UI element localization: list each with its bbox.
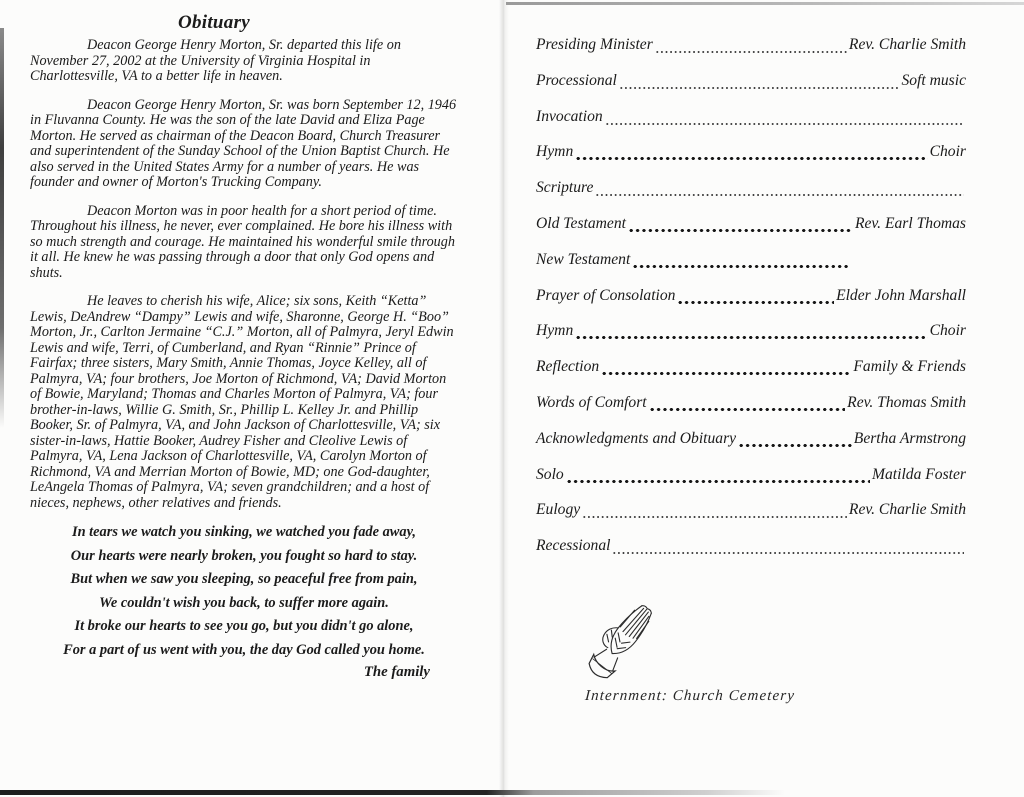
program-value: Choir [929,143,966,161]
program-label: Words of Comfort [536,393,647,411]
program-row [536,430,966,450]
program-value: Rev. Earl Thomas [854,214,966,232]
program-label: Solo [536,465,564,483]
program-value: Family & Friends [853,358,966,376]
poem-line: Our hearts were nearly broken, you fought so hard to stay. [70,547,418,564]
program-row [536,537,966,557]
program-row [536,143,966,163]
program-label: Eulogy [536,501,581,519]
program-value: Elder John Marshall [836,286,966,304]
program-label: Scripture [536,179,594,197]
program-label: New Testament [536,250,631,268]
poem-signature: The family [363,664,430,680]
program-row [536,72,966,92]
dotted-leader [612,549,964,555]
program-label: Acknowledgments and Obituary [536,429,737,447]
interment-caption: Internment: Church Cemetery [584,688,796,704]
order-of-service-page [536,36,966,573]
program-row [536,466,966,486]
praying-hands-icon [580,600,668,686]
program-row [536,501,966,521]
page-fold-shadow [499,0,509,797]
obituary-paragraph: Deacon George Henry Morton, Sr. was born September 12, 1946 in Fluvanna County. He was the son of the late David and Eliza Page Morton. He served as chairman of the Deacon Board, Church Treasurer and superintendent of the Sunday School of the Union Baptist Church. He also served in the United States Army for a number of years. He was founder and owner of Morton's Trucking Company. [30,96,457,190]
dotted-leader [601,370,851,376]
poem-line: We couldn't wish you back, to suffer more again. [99,594,389,611]
program-value: Bertha Armstrong [853,429,966,447]
dotted-leader [619,84,900,90]
dotted-leader [575,334,927,340]
dotted-leader [582,513,847,519]
scan-edge-bottom [0,790,785,795]
poem-line: For a part of us went with you, the day God called you home. [63,641,425,658]
dotted-leader [655,48,847,54]
program-row [536,36,966,56]
program-label: Hymn [536,143,574,161]
dotted-leader [649,406,846,412]
program-row [536,108,966,128]
dotted-leader [677,299,834,305]
program-row [536,322,966,342]
poem-line: In tears we watch you sinking, we watched you fade away, [71,524,417,540]
memorial-poem [30,524,458,681]
program-row [536,394,966,414]
program-label: Old Testament [536,214,626,232]
dotted-leader [605,120,964,126]
program-label: Recessional [536,537,611,555]
poem-line: It broke our hearts to see you go, but you didn't go alone, [74,618,414,634]
program-label: Hymn [536,322,574,340]
program-row [536,287,966,307]
interment-block [540,600,840,705]
dotted-leader [566,478,870,484]
dotted-leader [628,227,853,233]
program-value: Choir [929,322,966,340]
program-value: Soft music [901,71,966,89]
program-row [536,179,966,199]
dotted-leader [632,263,850,269]
program-value: Rev. Thomas Smith [847,393,966,411]
program-value: Rev. Charlie Smith [848,36,966,53]
program-value: Rev. Charlie Smith [848,501,966,519]
obituary-paragraph: He leaves to cherish his wife, Alice; six sons, Keith “Ketta” Lewis, DeAndrew “Dampy” Lewis and wife, Sharonne, George H. “Boo” Morton, Jr., Carlton Jermaine “C.J.” Morton, all of Palmyra, Jeryl Edwin Lewis and wife, Terri, of Cumberland, and Ryan “Rinnie” Prince of Fairfax; three sisters, Mary Smith, Annie Thomas, Joyce Kelley, all of Palmyra, VA; four brothers, Joe Morton of Richmond, VA; David Morton of Bowie, Maryland; Thomas and Charles Morton of Palmyra, VA; four brother-in-laws, Willie G. Smith, Sr., Phillip L. Kelley Jr. and Phillip Booker, Sr. of Palmyra, VA, and John Jackson of Charlottesville, VA; six sister-in-laws, Hattie Booker, Audrey Fisher and Cleolive Lewis of Palmyra, VA, Lena Jackson of Charlottesville, VA, Carolyn Morton of Richmond, VA and Merrian Morton of Bowie, MD; one God-daughter, LeAngela Thomas of Palmyra, VA; seven grandchildren; and a host of nieces, nephews, other relatives and friends. [30,293,454,511]
program-label: Prayer of Consolation [536,286,676,304]
scan-edge-left [0,28,4,428]
program-value: Matilda Foster [872,465,966,483]
dotted-leader [595,191,964,197]
program-row [536,251,966,271]
obituary-page [30,12,458,681]
program-label: Presiding Minister [536,36,653,53]
program-row [536,358,966,378]
obituary-paragraph: Deacon Morton was in poor health for a short period of time. Throughout his illness, he never, ever complained. He bore his illness with so much strength and courage. He maintained his wonderful smile through it all. He knew he was passing through a door that only God opens and shuts. [30,202,455,281]
program-label: Invocation [536,107,603,125]
program-label: Processional [536,71,617,89]
program-row [536,215,966,235]
dotted-leader [738,442,852,448]
scan-edge-top [506,2,1024,5]
dotted-leader [575,155,927,161]
obituary-paragraph: Deacon George Henry Morton, Sr. departed this life on November 27, 2002 at the University of Virginia Hospital in Charlottesville, VA to a better life in heaven. [30,37,401,84]
program-label: Reflection [536,358,600,376]
obituary-title: Obituary [177,12,251,33]
poem-line: But when we saw you sleeping, so peaceful free from pain, [70,571,418,587]
